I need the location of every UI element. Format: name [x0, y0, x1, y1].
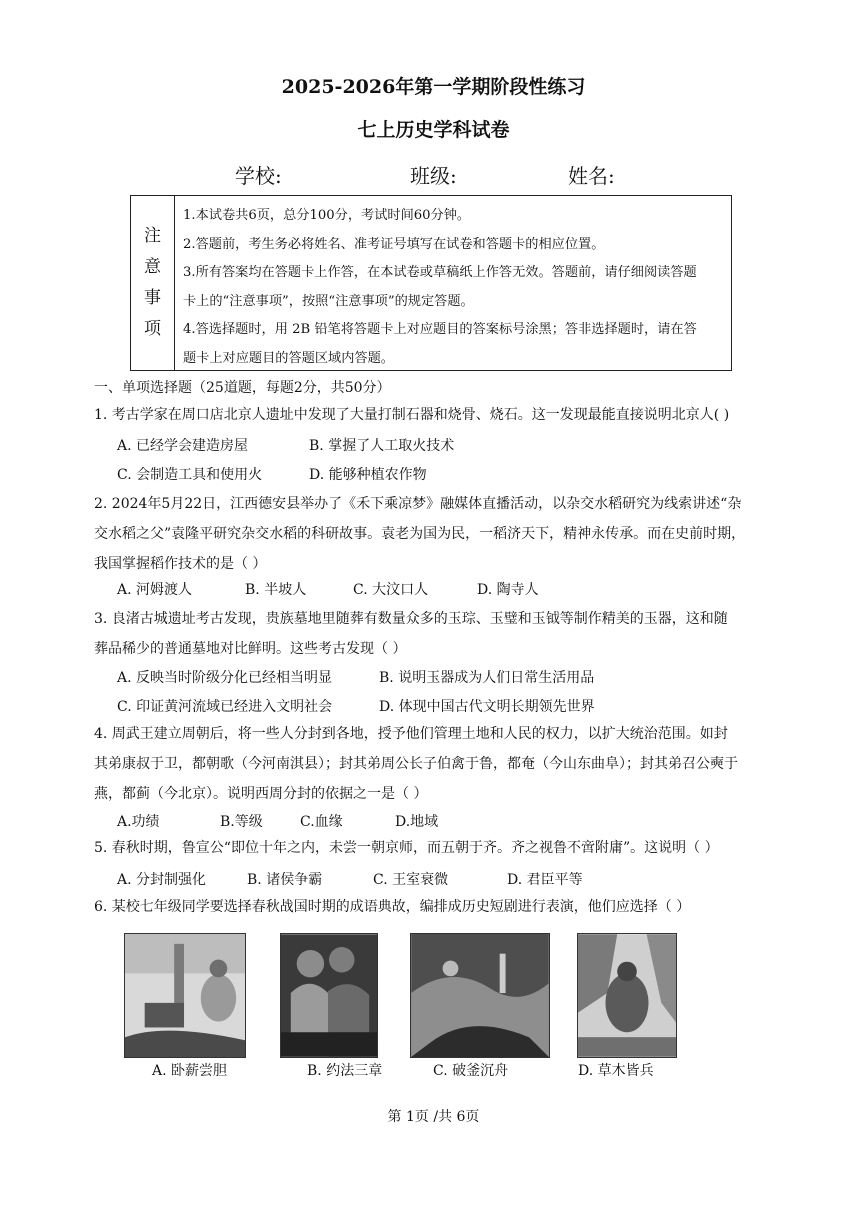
picture-a-svg [125, 934, 245, 1057]
notice-heading-char: 项 [144, 319, 161, 339]
question-text: 3. 良渚古城遗址考古发现，贵族墓地里随葬有数量众多的玉琮、玉璧和玉钺等制作精美的玉器，这和随 [94, 611, 728, 627]
question-text: 燕，都蓟（今北京）。说明西周分封的依据之一是（ ） [94, 786, 428, 802]
option-b: B. 半坡人 [245, 582, 307, 598]
question-text: 2. 2024年5月22日，江西德安县举办了《禾下乘凉梦》融媒体直播活动，以杂交水稻研究为线索讲述“杂 [94, 496, 742, 512]
question-text: 4. 周武王建立周朝后，将一些人分封到各地，授予他们管理土地和人民的权力，以扩大统治范围。如封 [94, 726, 728, 742]
page-number: 第 1页 /共 6页 [387, 1109, 480, 1125]
question-6 [94, 892, 784, 922]
option-d: D.地域 [395, 814, 439, 830]
option-c: C. 王室衰微 [373, 872, 449, 888]
option-b: B. 诸侯争霸 [247, 872, 323, 888]
notice-line: 卡上的“注意事项”，按照“注意事项”的规定答题。 [183, 293, 474, 309]
option-c: C. 大汶口人 [353, 582, 429, 598]
caption-d: D. 草木皆兵 [578, 1063, 654, 1079]
option-b: B. 掌握了人工取火技术 [309, 438, 455, 454]
question-text: 1. 考古学家在周口店北京人遗址中发现了大量打制石器和烧骨、烧石。这一发现最能直接说明北京人( ) [94, 407, 730, 423]
question-text: 我国掌握稻作技术的是（ ） [94, 556, 267, 572]
picture-b-illustration [280, 933, 378, 1058]
notice-body [183, 202, 729, 374]
section-heading: 一、单项选择题（25道题，每题2分，共50分） [94, 380, 391, 396]
question-text: 6. 某校七年级同学要选择春秋战国时期的成语典故，编排成历史短剧进行表演，他们应选择（ ） [94, 899, 691, 915]
question-4 [94, 719, 784, 809]
question-text: 交水稻之父”袁隆平研究杂交水稻的科研故事。袁老为国为民，一稻济天下，精神永传承。而在史前时期， [94, 526, 746, 542]
option-a: A. 已经学会建造房屋 [117, 438, 249, 454]
option-d: D. 能够种植农作物 [309, 467, 427, 483]
option-c: C. 印证黄河流域已经进入文明社会 [117, 699, 333, 715]
notice-heading-char: 意 [144, 257, 161, 277]
picture-c-illustration [410, 933, 550, 1058]
option-c: C. 会制造工具和使用火 [117, 467, 263, 483]
caption-b: B. 约法三章 [307, 1063, 383, 1079]
notice-line: 4.答选择题时，用 2B 铅笔将答题卡上对应题目的答案标号涂黑；答非选择题时，请在答 [183, 322, 697, 338]
option-c: C.血缘 [300, 814, 343, 830]
question-text: 其弟康叔于卫，都朝歌（今河南淇县）；封其弟周公长子伯禽于鲁，都奄（今山东曲阜）；封其弟召公奭于 [94, 756, 738, 772]
option-b: B. 说明玉器成为人们日常生活用品 [379, 670, 595, 686]
picture-c-svg [411, 934, 549, 1057]
notice-box [130, 195, 732, 371]
option-b: B.等级 [220, 814, 263, 830]
notice-heading-char: 注 [144, 226, 161, 246]
question-text: 5. 春秋时期，鲁宣公“即位十年之内，未尝一朝京师，而五朝于齐。齐之视鲁不啻附庸”。这说明（ ） [94, 840, 719, 856]
question-3 [94, 604, 784, 664]
option-d: D. 君臣平等 [507, 872, 583, 888]
exam-subtitle: 七上历史学科试卷 [357, 119, 510, 141]
notice-line: 题卡上对应题目的答题区域内答题。 [183, 350, 394, 366]
picture-d-illustration [577, 933, 677, 1058]
notice-heading-char: 事 [144, 288, 161, 308]
question-1 [94, 400, 784, 430]
question-5 [94, 833, 784, 863]
picture-b-svg [281, 934, 377, 1057]
school-label: 学校: [235, 164, 282, 188]
option-d: D. 陶寺人 [477, 582, 539, 598]
notice-line: 1.本试卷共6页，总分100分，考试时间60分钟。 [183, 208, 471, 223]
option-a: A. 反映当时阶级分化已经相当明显 [117, 670, 333, 686]
option-a: A. 河姆渡人 [117, 582, 193, 598]
picture-a-illustration [124, 933, 246, 1058]
question-text: 葬品稀少的普通墓地对比鲜明。这些考古发现（ ） [94, 641, 407, 657]
option-d: D. 体现中国古代文明长期领先世界 [379, 699, 595, 715]
name-label: 姓名: [568, 164, 615, 188]
question-2 [94, 489, 784, 579]
exam-title: 2025-2026年第一学期阶段性练习 [281, 76, 586, 98]
notice-line: 2.答题前，考生务必将姓名、准考证号填写在试卷和答题卡的相应位置。 [183, 236, 605, 252]
option-a: A.功绩 [117, 814, 160, 830]
picture-d-svg [578, 934, 676, 1057]
class-label: 班级: [410, 164, 457, 188]
notice-line: 3.所有答案均在答题卡上作答，在本试卷或草稿纸上作答无效。答题前，请仔细阅读答题 [183, 265, 697, 281]
caption-a: A. 卧薪尝胆 [152, 1063, 228, 1079]
option-a: A. 分封制强化 [117, 872, 207, 888]
notice-heading [131, 196, 175, 370]
caption-c: C. 破釜沉舟 [433, 1063, 509, 1079]
